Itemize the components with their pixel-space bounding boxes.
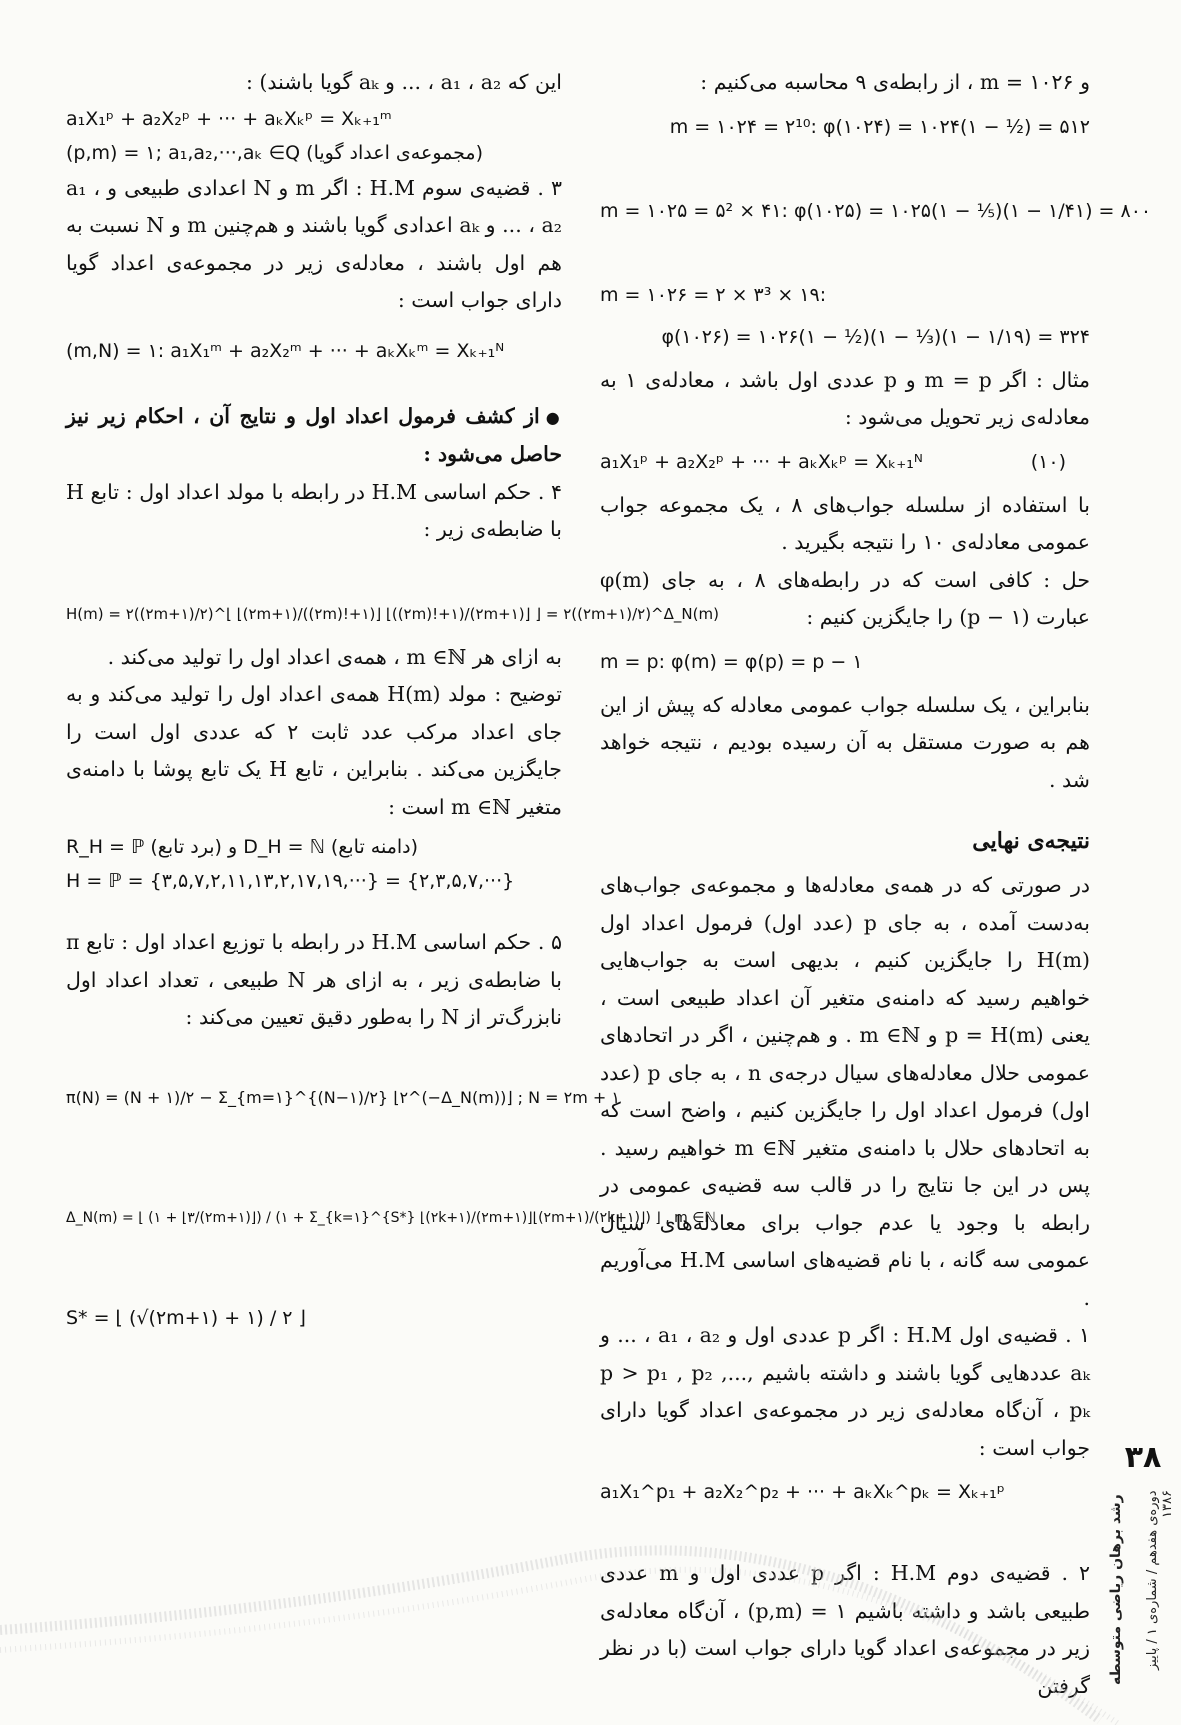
delta-formula: Δ_N(m) = ⌊ (۱ + ⌊۳/(۲m+۱)⌋) / (۱ + Σ_{k=۱}^{S*} ⌊(۲k+۱)/(۲m+۱)⌋⌊(۲m+۱)/(۲k+۱)⌋) ⌋ , m ∈ℕ [66, 1209, 716, 1226]
issue-info: دوره‌ی هفدهم / شماره‌ی ۱ / پاییز ۱۳۸۶ [1145, 1490, 1175, 1670]
journal-logo: رشد برهان ریاضی متوسطه [1108, 1494, 1124, 1686]
pi-formula: π(N) = (N + ۱)/۲ − Σ_{m=۱}^{(N−۱)/۲} ⌊۲^(−Δ_N(m))⌋ ; N = ۲m + ۱ [66, 1087, 621, 1107]
left-intro: این که a₁ ، a₂ ، ... و aₖ گویا باشند) : [245, 70, 562, 94]
equation-10-body: a₁X₁ᵖ + a₂X₂ᵖ + ··· + aₖXₖᵖ = Xₖ₊₁ᴺ [600, 450, 923, 473]
m-1026-factorization: m = ۱۰۲۶ = ۲ × ۳³ × ۱۹: [600, 283, 827, 306]
rule-5-paragraph: ۵ . حکم اساسی H.M در رابطه با توزیع اعداد اول : تابع π با ضابطه‌ی زیر ، به ازای هر N طبیعی ، تعداد اعداد اول نابزرگ‌تر از N را به‌طور دقیق تعیین می‌کند : [66, 930, 563, 1029]
theorem-3-paragraph: ۳ . قضیه‌ی سوم H.M : اگر m و N اعدادی طبیعی و a₁ ، a₂ ، ... و aₖ اعدادی گویا باشند و هم‌چنین m و N نسبت به هم اول باشند ، معادله‌ی زیر در مجموعه‌ی اعداد گویا دارای جواب است : [66, 175, 562, 312]
theorem-1-paragraph: ۱ . قضیه‌ی اول H.M : اگر p عددی اول و a₁ ، a₂ ، ... و aₖ عددهایی گویا باشند و داشته باشیم p > p₁ , p₂ ,..., pₖ ، آن‌گاه معادله‌ی زیر در مجموعه‌ی اعداد گویا دارای جواب است : [600, 1323, 1091, 1460]
prime-set-equation: H = ℙ = {۳,۵,۷,۲,۱۱,۱۳,۲,۱۷,۱۹,···} = {۲,۳,۵,۷,···} [66, 870, 515, 892]
h-formula: H(m) = ۲((۲m+۱)/۲)^⌊ ⌊(۲m+۱)/((۲m)!+۱)⌋ ⌊((۲m)!+۱)/(۲m+۱)⌋ ⌋ = ۲((۲m+۱)/۲)^Δ_N(m) [66, 604, 719, 623]
rules-bullet: ● از کشف فرمول اعداد اول و نتایج آن ، احکام زیر نیز حاصل می‌شود : [66, 398, 562, 474]
example-paragraph: مثال : اگر m = p و p عددی اول باشد ، معادله‌ی ۱ به معادله‌ی زیر تحویل می‌شود : [600, 367, 1091, 429]
explanation-paragraph: توضیح : مولد H(m) همه‌ی اعداد اول را تولید می‌کند و به جای اعداد مرکب عدد ثابت ۲ که عددی اول است را جایگزین می‌کند . بنابراین ، تابع H یک تابع پوشا با دامنه‌ی متغیر m ∈ℕ است : [66, 682, 562, 819]
right-intro: و m = ۱۰۲۶ ، از رابطه‌ی ۹ محاسبه می‌کنیم : [700, 70, 1090, 94]
theorem-1-equation: a₁X₁^p₁ + a₂X₂^p₂ + ··· + aₖXₖ^pₖ = Xₖ₊₁ᵖ [600, 1481, 1005, 1503]
domain-range-equation: R_H = ℙ (برد تابع) و D_H = ℕ (دامنه تابع) [66, 836, 419, 858]
s-star-formula: S* = ⌊ (√(۲m+۱) + ۱) / ۲ ⌋ [66, 1306, 306, 1329]
page-number: ۳۸ [1124, 1440, 1162, 1475]
equation-10-number: (۱۰) [1030, 450, 1066, 473]
theorem-2-condition: (p,m) = ۱; a₁,a₂,···,aₖ ∈Q (مجموعه‌ی اعداد گویا) [66, 141, 483, 164]
equation-10 [600, 445, 1090, 479]
solution-paragraph: حل : کافی است که در رابطه‌های ۸ ، به جای φ(m) عبارت (p − ۱) را جایگزین کنیم : [600, 567, 1090, 629]
phi-1024-equation: m = ۱۰۲۴ = ۲¹⁰: φ(۱۰۲۴) = ۱۰۲۴(۱ − ½) = ۵۱۲ [669, 115, 1090, 138]
phi-prime-equation: m = p: φ(m) = φ(p) = p − ۱ [600, 650, 863, 673]
therefore-paragraph: بنابراین ، یک سلسله جواب عمومی معادله که پیش از این هم به صورت مستقل به آن رسیده بودیم ، نتیجه خواهد شد . [600, 692, 1090, 792]
final-result-paragraph: در صورتی که در همه‌ی معادله‌ها و مجموعه‌ی جواب‌های به‌دست آمده ، به جای p (عدد اول) فرمول اعداد اول H(m) را جایگزین کنیم ، بدیهی است به جواب‌هایی خواهیم رسید که دامنه‌ی متغیر آن اعداد طبیعی است ، یعنی p = H(m) و m ∈ℕ . و هم‌چنین ، اگر در اتحادهای عمومی حلال معادله‌های سیال درجه‌ی n ، به جای p (عدد اول) فرمول اعداد اول را جایگزین کنیم ، واضح است که به اتحادهای حلال با دامنه‌ی متغیر m ∈ℕ خواهیم رسید . پس در این جا نتایج را در قالب سه قضیه‌ی عمومی در رابطه با وجود یا عدم جواب برای معادله‌های سیال عمومی سه گانه ، با نام قضیه‌های اساسی H.M می‌آوریم . [600, 873, 1091, 1310]
rule-4-paragraph: ۴ . حکم اساسی H.M در رابطه با مولد اعداد اول : تابع H با ضابطه‌ی زیر : [66, 479, 562, 541]
phi-1026-equation: φ(۱۰۲۶) = ۱۰۲۶(۱ − ½)(۱ − ⅓)(۱ − ۱/۱۹) = ۳۲۴ [661, 325, 1090, 348]
series-paragraph: با استفاده از سلسله جواب‌های ۸ ، یک مجموعه جواب عمومی معادله‌ی ۱۰ را نتیجه بگیرید . [600, 492, 1091, 554]
theorem-3-equation: (m,N) = ۱: a₁X₁ᵐ + a₂X₂ᵐ + ··· + aₖXₖᵐ = Xₖ₊₁ᴺ [66, 339, 505, 362]
theorem-2-equation: a₁X₁ᵖ + a₂X₂ᵖ + ··· + aₖXₖᵖ = Xₖ₊₁ᵐ [66, 107, 392, 130]
phi-1025-equation: m = ۱۰۲۵ = ۵² × ۴۱: φ(۱۰۲۵) = ۱۰۲۵(۱ − ⅕)(۱ − ۱/۴۱) = ۸۰۰ [600, 199, 1152, 222]
rule-4-after: به ازای هر m ∈ℕ ، همه‌ی اعداد اول را تولید می‌کند . [107, 644, 562, 669]
theorem-2-paragraph: ۲ . قضیه‌ی دوم H.M : اگر p عددی اول و m عددی طبیعی باشد و داشته باشیم ۱ = (p,m) ، آن‌گاه معادله‌ی زیر در مجموعه‌ی اعداد گویا دارای جواب است (با در نظر گرفتن [600, 1561, 1091, 1698]
final-result-heading: نتیجه‌ی نهایی [972, 828, 1090, 854]
